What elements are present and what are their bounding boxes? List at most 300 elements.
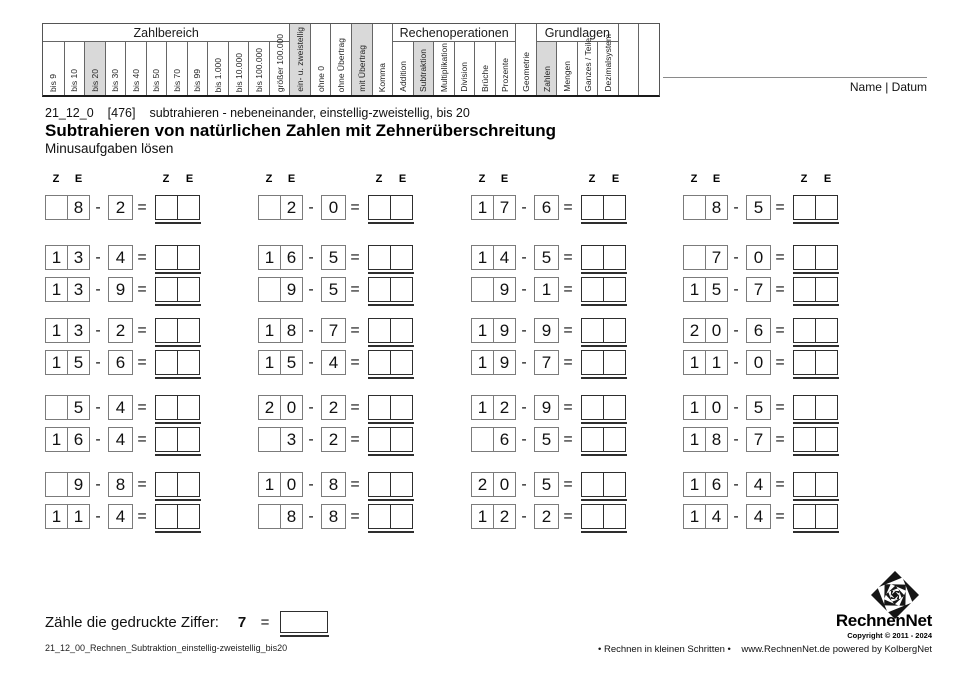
equals-sign: = — [775, 321, 785, 339]
answer-tens-cell[interactable] — [582, 246, 603, 269]
problem-row — [471, 395, 671, 420]
matrix-cell — [351, 24, 372, 95]
answer-box[interactable] — [581, 195, 626, 220]
problem-row — [258, 318, 458, 343]
equals-sign: = — [137, 321, 147, 339]
answer-ones-cell[interactable] — [177, 246, 199, 269]
problem-row — [45, 472, 245, 497]
answer-box[interactable] — [155, 195, 200, 220]
equals-sign: = — [137, 507, 147, 525]
subtrahend-box — [321, 395, 346, 420]
minus-sign: - — [95, 507, 101, 525]
equals-sign: = — [563, 398, 573, 416]
matrix-cell-label: Ganzes / Teile — [582, 38, 593, 92]
answer-ones-cell[interactable] — [603, 428, 625, 451]
equals-sign: = — [350, 321, 360, 339]
minus-sign: - — [733, 475, 739, 493]
problem-row — [258, 277, 458, 302]
equals-sign: = — [350, 280, 360, 298]
answer-ones-cell[interactable] — [390, 351, 412, 374]
place-value-label: E — [398, 173, 407, 185]
answer-ones-cell[interactable] — [177, 505, 199, 528]
answer-box[interactable] — [368, 504, 413, 529]
answer-tens-cell[interactable] — [794, 396, 815, 419]
minuend-box — [45, 318, 90, 343]
minuend-box — [683, 472, 728, 497]
answer-box[interactable] — [581, 245, 626, 270]
classification-matrix — [42, 23, 660, 97]
minuend-ones-digit: 0 — [705, 396, 727, 419]
subtrahend-box — [534, 395, 559, 420]
matrix-cell — [597, 34, 618, 95]
answer-box[interactable] — [581, 427, 626, 452]
minuend-box — [471, 277, 516, 302]
answer-ones-cell[interactable] — [390, 196, 412, 219]
answer-ones-cell[interactable] — [603, 396, 625, 419]
subtrahend-box — [746, 504, 771, 529]
place-value-header — [258, 173, 458, 187]
minuend-box — [683, 427, 728, 452]
answer-box[interactable] — [581, 318, 626, 343]
answer-box[interactable] — [368, 245, 413, 270]
answer-ones-cell[interactable] — [177, 396, 199, 419]
answer-tens-cell[interactable] — [794, 278, 815, 301]
answer-box[interactable] — [368, 277, 413, 302]
answer-ones-cell[interactable] — [603, 505, 625, 528]
minuend-box — [45, 472, 90, 497]
minuend-ones-digit: 7 — [705, 246, 727, 269]
minus-sign: - — [308, 248, 314, 266]
answer-ones-cell[interactable] — [390, 505, 412, 528]
answer-tens-cell[interactable] — [582, 351, 603, 374]
answer-ones-cell[interactable] — [603, 196, 625, 219]
subtrahend-digit: 2 — [115, 320, 126, 340]
matrix-cell — [166, 41, 187, 95]
answer-ones-cell[interactable] — [603, 473, 625, 496]
minuend-ones-digit: 9 — [493, 351, 515, 374]
matrix-cell-label: bis 1.000 — [212, 57, 223, 92]
answer-ones-cell[interactable] — [177, 428, 199, 451]
problem-row — [471, 350, 671, 375]
matrix-cell-label: größer 100.000 — [274, 33, 285, 92]
minus-sign: - — [308, 507, 314, 525]
answer-box[interactable] — [368, 395, 413, 420]
answer-tens-cell[interactable] — [156, 351, 177, 374]
matrix-cell-label: Division — [459, 62, 470, 92]
answer-tens-cell[interactable] — [582, 428, 603, 451]
equals-sign: = — [775, 507, 785, 525]
answer-box[interactable] — [155, 427, 200, 452]
answer-box[interactable] — [793, 318, 838, 343]
minus-sign: - — [308, 198, 314, 216]
problem-row — [45, 350, 245, 375]
logo-copyright: Copyright © 2011 - 2024 — [847, 631, 932, 640]
equals-sign: = — [563, 475, 573, 493]
minuend-ones-digit: 6 — [493, 428, 515, 451]
answer-box[interactable] — [581, 277, 626, 302]
matrix-cell — [618, 24, 639, 95]
minus-sign: - — [308, 430, 314, 448]
minus-sign: - — [733, 198, 739, 216]
answer-box[interactable] — [155, 350, 200, 375]
answer-ones-cell[interactable] — [603, 319, 625, 342]
matrix-cell — [228, 41, 249, 95]
subtrahend-box — [534, 318, 559, 343]
answer-box[interactable] — [793, 504, 838, 529]
subtrahend-digit: 6 — [115, 352, 126, 372]
minus-sign: - — [521, 398, 527, 416]
minuend-box — [258, 395, 303, 420]
answer-tens-cell[interactable] — [156, 505, 177, 528]
minuend-box — [45, 395, 90, 420]
answer-tens-cell[interactable] — [156, 428, 177, 451]
answer-tens-cell[interactable] — [369, 351, 390, 374]
minuend-box — [45, 504, 90, 529]
matrix-cell — [43, 41, 64, 95]
subtrahend-digit: 9 — [115, 279, 126, 299]
minuend-box — [258, 472, 303, 497]
subtrahend-digit: 2 — [115, 197, 126, 217]
answer-ones-cell[interactable] — [603, 351, 625, 374]
minuend-ones-digit: 2 — [493, 505, 515, 528]
matrix-cell-label: Dezimalsystem — [602, 34, 613, 92]
minus-sign: - — [95, 280, 101, 298]
answer-tens-cell[interactable] — [582, 473, 603, 496]
answer-ones-cell[interactable] — [815, 319, 837, 342]
answer-ones-cell[interactable] — [177, 351, 199, 374]
minuend-tens-digit: 1 — [477, 397, 488, 417]
matrix-cell-label: Geometrie — [520, 52, 531, 92]
minuend-tens-digit — [259, 278, 280, 301]
subtrahend-digit: 5 — [541, 247, 552, 267]
equals-sign: = — [563, 248, 573, 266]
answer-tens-cell[interactable] — [794, 428, 815, 451]
count-task — [45, 611, 365, 637]
count-task-equals: = — [260, 614, 270, 631]
name-date-line — [663, 77, 927, 78]
answer-ones-cell[interactable] — [390, 246, 412, 269]
minuend-tens-digit: 1 — [51, 429, 62, 449]
answer-tens-cell[interactable] — [794, 473, 815, 496]
answer-box[interactable] — [793, 472, 838, 497]
equals-sign: = — [563, 353, 573, 371]
subtrahend-digit: 7 — [753, 429, 764, 449]
answer-tens-cell[interactable] — [156, 473, 177, 496]
matrix-cell-label: Subtraktion — [418, 49, 429, 92]
answer-box[interactable] — [581, 395, 626, 420]
minuend-ones-digit: 7 — [493, 196, 515, 219]
minuend-ones-digit: 9 — [280, 278, 302, 301]
answer-ones-cell[interactable] — [815, 396, 837, 419]
matrix-cell-label: Komma — [377, 62, 388, 92]
answer-ones-cell[interactable] — [390, 319, 412, 342]
answer-box[interactable] — [368, 472, 413, 497]
answer-ones-cell[interactable] — [603, 246, 625, 269]
answer-tens-cell[interactable] — [582, 278, 603, 301]
problem-row — [45, 427, 245, 452]
minuend-ones-digit: 1 — [705, 351, 727, 374]
answer-tens-cell[interactable] — [794, 196, 815, 219]
answer-box[interactable] — [155, 318, 200, 343]
answer-box[interactable] — [155, 395, 200, 420]
minuend-box — [258, 195, 303, 220]
minuend-ones-digit: 6 — [67, 428, 89, 451]
minuend-tens-digit: 1 — [689, 352, 700, 372]
problem-row — [258, 195, 458, 220]
answer-box[interactable] — [581, 472, 626, 497]
subtrahend-box — [321, 277, 346, 302]
subtrahend-digit: 4 — [753, 474, 764, 494]
equals-sign: = — [775, 198, 785, 216]
answer-tens-cell[interactable] — [794, 351, 815, 374]
worksheet-number: [476] — [107, 106, 136, 120]
answer-box[interactable] — [793, 395, 838, 420]
answer-ones-cell[interactable] — [390, 278, 412, 301]
answer-ones-cell[interactable] — [815, 278, 837, 301]
matrix-cell-label: bis 100.000 — [253, 48, 264, 92]
answer-ones-cell[interactable] — [177, 196, 199, 219]
worksheet-description: subtrahieren - nebeneinander, einstellig-zweistellig, bis 20 — [149, 106, 470, 120]
answer-tens-cell[interactable] — [369, 319, 390, 342]
minuend-box — [683, 350, 728, 375]
problem-row — [45, 277, 245, 302]
subtrahend-box — [534, 277, 559, 302]
matrix-cell — [638, 24, 659, 95]
subtrahend-box — [108, 427, 133, 452]
minuend-tens-digit — [259, 428, 280, 451]
subtrahend-box — [108, 395, 133, 420]
answer-tens-cell[interactable] — [156, 396, 177, 419]
answer-box[interactable] — [155, 245, 200, 270]
footer-slogan: • Rechnen in kleinen Schritten • — [598, 644, 731, 655]
minus-sign: - — [733, 398, 739, 416]
answer-ones-cell[interactable] — [815, 428, 837, 451]
logo-name: RechnenNet — [835, 611, 932, 630]
minuend-box — [258, 277, 303, 302]
subtrahend-box — [746, 472, 771, 497]
answer-tens-cell[interactable] — [794, 246, 815, 269]
answer-ones-cell[interactable] — [603, 278, 625, 301]
matrix-cell-label: bis 70 — [171, 69, 182, 92]
answer-box[interactable] — [793, 350, 838, 375]
equals-sign: = — [775, 248, 785, 266]
matrix-group-header: Grundlagen — [536, 24, 618, 41]
answer-ones-cell[interactable] — [815, 505, 837, 528]
matrix-cell-label: bis 99 — [192, 69, 203, 92]
answer-tens-cell[interactable] — [369, 428, 390, 451]
minuend-tens-digit: 1 — [477, 506, 488, 526]
place-value-label: Z — [162, 173, 170, 185]
answer-ones-cell[interactable] — [177, 319, 199, 342]
answer-tens-cell[interactable] — [156, 246, 177, 269]
answer-tens-cell[interactable] — [156, 319, 177, 342]
equals-sign: = — [563, 280, 573, 298]
answer-ones-cell[interactable] — [177, 278, 199, 301]
answer-box[interactable] — [793, 245, 838, 270]
problem-row — [683, 504, 883, 529]
matrix-cell — [433, 41, 454, 95]
place-value-label: E — [500, 173, 509, 185]
minuend-tens-digit: 1 — [264, 474, 275, 494]
matrix-cell-label: ohne 0 — [315, 66, 326, 92]
place-value-label: Z — [800, 173, 808, 185]
subtrahend-digit: 7 — [541, 352, 552, 372]
minus-sign: - — [95, 248, 101, 266]
problem-row — [471, 427, 671, 452]
answer-box[interactable] — [368, 350, 413, 375]
subtrahend-box — [534, 472, 559, 497]
minuend-tens-digit — [46, 473, 67, 496]
minuend-tens-digit: 1 — [51, 352, 62, 372]
answer-tens-cell[interactable] — [369, 246, 390, 269]
answer-box[interactable] — [793, 195, 838, 220]
answer-ones-cell[interactable] — [390, 396, 412, 419]
minuend-ones-digit: 9 — [67, 473, 89, 496]
answer-ones-cell[interactable] — [390, 473, 412, 496]
minuend-box — [683, 318, 728, 343]
subtrahend-box — [534, 245, 559, 270]
subtrahend-digit: 9 — [541, 320, 552, 340]
minus-sign: - — [521, 430, 527, 448]
matrix-cell-label: bis 10.000 — [233, 52, 244, 92]
matrix-cell — [269, 33, 290, 95]
minuend-box — [471, 350, 516, 375]
answer-tens-cell[interactable] — [794, 319, 815, 342]
minus-sign: - — [521, 248, 527, 266]
answer-tens-cell[interactable] — [369, 278, 390, 301]
answer-tens-cell[interactable] — [794, 505, 815, 528]
place-value-label: Z — [265, 173, 273, 185]
equals-sign: = — [563, 198, 573, 216]
equals-sign: = — [775, 475, 785, 493]
answer-box[interactable] — [368, 318, 413, 343]
subtrahend-digit: 6 — [541, 197, 552, 217]
answer-ones-cell[interactable] — [815, 196, 837, 219]
minuend-tens-digit: 1 — [689, 506, 700, 526]
minuend-tens-digit: 1 — [51, 279, 62, 299]
minuend-ones-digit: 9 — [493, 319, 515, 342]
subtrahend-box — [746, 277, 771, 302]
answer-box[interactable] — [155, 472, 200, 497]
answer-ones-cell[interactable] — [815, 246, 837, 269]
matrix-cell-label: Mengen — [561, 61, 572, 92]
answer-tens-cell[interactable] — [582, 319, 603, 342]
count-answer-box[interactable] — [280, 611, 328, 633]
problem-row — [471, 277, 671, 302]
worksheet-code: 21_12_0 — [45, 106, 94, 120]
answer-box[interactable] — [155, 277, 200, 302]
answer-box[interactable] — [581, 350, 626, 375]
problem-row — [45, 318, 245, 343]
minus-sign: - — [95, 353, 101, 371]
subtrahend-box — [321, 245, 346, 270]
subtrahend-digit: 8 — [115, 474, 126, 494]
answer-box[interactable] — [368, 427, 413, 452]
problem-row — [683, 427, 883, 452]
subtrahend-box — [321, 427, 346, 452]
matrix-group-header: Rechenoperationen — [392, 24, 515, 41]
answer-box[interactable] — [581, 504, 626, 529]
minuend-ones-digit: 4 — [705, 505, 727, 528]
answer-tens-cell[interactable] — [369, 196, 390, 219]
worksheet-meta — [45, 106, 484, 120]
equals-sign: = — [137, 353, 147, 371]
minus-sign: - — [308, 398, 314, 416]
answer-tens-cell[interactable] — [369, 396, 390, 419]
minuend-box — [258, 318, 303, 343]
minuend-tens-digit — [46, 396, 67, 419]
minuend-box — [683, 277, 728, 302]
minuend-ones-digit: 3 — [67, 246, 89, 269]
subtrahend-digit: 5 — [753, 197, 764, 217]
answer-box[interactable] — [155, 504, 200, 529]
problem-row — [45, 504, 245, 529]
place-value-label: E — [823, 173, 832, 185]
minus-sign: - — [733, 248, 739, 266]
minus-sign: - — [521, 353, 527, 371]
minus-sign: - — [733, 507, 739, 525]
answer-ones-cell[interactable] — [815, 473, 837, 496]
matrix-cell — [454, 41, 475, 95]
minuend-tens-digit: 2 — [689, 320, 700, 340]
answer-tens-cell[interactable] — [582, 396, 603, 419]
answer-ones-cell[interactable] — [390, 428, 412, 451]
minus-sign: - — [521, 321, 527, 339]
subtrahend-digit: 1 — [541, 279, 552, 299]
minuend-ones-digit: 3 — [67, 319, 89, 342]
answer-tens-cell[interactable] — [156, 196, 177, 219]
answer-tens-cell[interactable] — [582, 505, 603, 528]
matrix-cell-label: bis 20 — [89, 69, 100, 92]
problem-row — [683, 395, 883, 420]
subtrahend-digit: 0 — [753, 247, 764, 267]
minuend-tens-digit — [472, 428, 493, 451]
minuend-tens-digit: 2 — [264, 397, 275, 417]
subtrahend-box — [746, 395, 771, 420]
subtrahend-digit: 5 — [328, 279, 339, 299]
subtrahend-digit: 6 — [753, 320, 764, 340]
minuend-tens-digit: 1 — [689, 474, 700, 494]
minuend-box — [471, 504, 516, 529]
answer-ones-cell[interactable] — [177, 473, 199, 496]
answer-tens-cell[interactable] — [369, 505, 390, 528]
matrix-cell — [84, 41, 105, 95]
matrix-cell — [207, 41, 228, 95]
subtrahend-box — [321, 472, 346, 497]
minuend-box — [683, 504, 728, 529]
subtrahend-box — [321, 504, 346, 529]
minuend-tens-digit — [46, 196, 67, 219]
subtrahend-digit: 5 — [753, 397, 764, 417]
count-task-label: Zähle die gedruckte Ziffer: — [45, 614, 219, 631]
answer-box[interactable] — [793, 427, 838, 452]
answer-tens-cell[interactable] — [582, 196, 603, 219]
answer-tens-cell[interactable] — [369, 473, 390, 496]
minuend-ones-digit: 6 — [705, 473, 727, 496]
answer-ones-cell[interactable] — [815, 351, 837, 374]
answer-box[interactable] — [793, 277, 838, 302]
minus-sign: - — [95, 475, 101, 493]
matrix-cell-label: Prozente — [500, 57, 511, 92]
place-value-label: Z — [52, 173, 60, 185]
answer-box[interactable] — [368, 195, 413, 220]
answer-tens-cell[interactable] — [156, 278, 177, 301]
subtrahend-box — [108, 318, 133, 343]
matrix-cell — [125, 41, 146, 95]
minuend-tens-digit: 1 — [264, 320, 275, 340]
matrix-cell-label: Zahlen — [541, 66, 552, 92]
minuend-ones-digit: 0 — [280, 473, 302, 496]
